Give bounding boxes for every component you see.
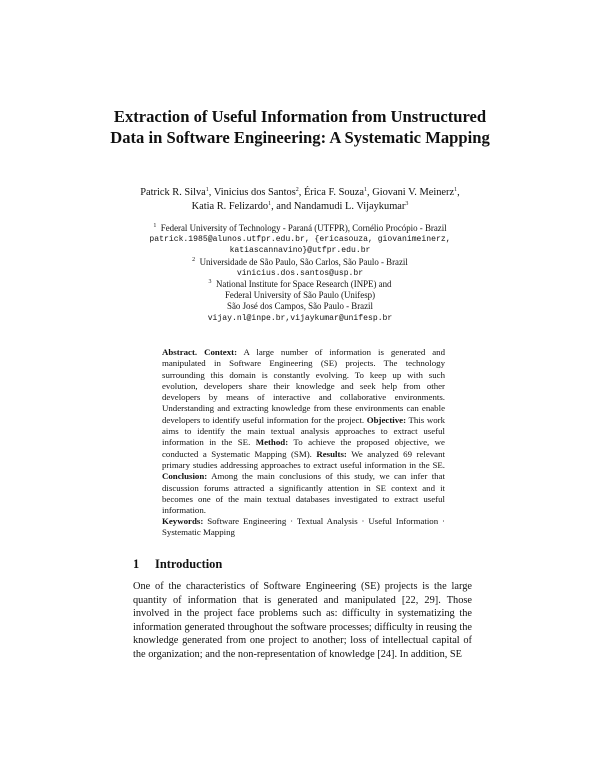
affiliation-number: 3	[208, 279, 212, 286]
affiliation-marker: 3	[405, 201, 409, 207]
section-heading	[133, 557, 473, 572]
paper-title: Extraction of Useful Information from Unstructured Data in Software Engineering: A Systematic Mapping	[110, 107, 490, 147]
abstract	[162, 347, 445, 516]
method-label: Method:	[255, 437, 289, 448]
results-text: We analyzed 69 relevant primary studies addressing approaches to extract useful information in the SE.	[162, 448, 445, 470]
section-title: Introduction	[155, 557, 223, 571]
affiliation-email: vinicius.dos.santos@usp.br	[236, 268, 364, 278]
objective-label: Objective:	[366, 414, 407, 425]
section-number: 1	[133, 557, 140, 571]
author-conjunction: and	[276, 201, 292, 212]
objective-text: This work aims to identify the main textual analysis approaches to extract useful information in the SE.	[162, 414, 445, 448]
affiliation-marker: 1	[268, 201, 272, 207]
conclusion-text: Among the main conclusions of this study, we can infer that discussion forums attracted a significantly attention in SE context and it becomes one of the main textual databases investigated to extract useful information.	[162, 471, 445, 516]
affiliation-marker: 1	[364, 187, 368, 193]
affiliation-email: vijay.nl@inpe.br,vijaykumar@unifesp.br	[207, 313, 393, 323]
affiliation-2	[120, 257, 480, 268]
affiliation-1	[120, 223, 480, 234]
affiliation-marker: 1	[454, 187, 458, 193]
affiliation-name: Universidade de São Paulo, São Carlos, São Paulo - Brazil	[199, 256, 408, 267]
affiliation-name: Federal University of Technology - Paraná (UTFPR), Cornélio Procópio - Brazil	[160, 223, 447, 233]
author-name: Nandamudi L. Vijaykumar	[293, 201, 406, 212]
affiliation-3	[120, 279, 480, 290]
keywords-label: Keywords:	[162, 516, 204, 526]
conclusion-label: Conclusion:	[162, 471, 208, 482]
abstract-label: Abstract.	[162, 347, 198, 357]
affiliation-name: National Institute for Space Research (INPE) and	[215, 279, 392, 290]
context-text: A large number of information is generated and manipulated in Software Engineering (SE) projects. The technology surrounding this domain is constantly evolving. To keep up with such evolution, developers share their knowledge and seek help from other developers by means of interactive and collaborative environments. Understanding and extracting knowledge from these environments can enable developers to identify useful information for the project.	[162, 347, 445, 425]
affiliation-list	[120, 223, 480, 324]
author-name: Giovani V. Meinerz	[372, 187, 455, 198]
keywords-text: Software Engineering · Textual Analysis · Useful Information · Systematic Mapping	[162, 516, 445, 538]
author-name: Érica F. Souza	[303, 187, 365, 198]
affiliation-number: 1	[153, 223, 157, 229]
affiliation-marker: 1	[205, 187, 209, 193]
introduction-paragraph: One of the characteristics of Software Engineering (SE) projects is the large quantity of information that is generated and manipulated [22, 29]. Those involved in the project face problems such as: difficulty in systematizing the information generated throughout the software processes; difficulty in reusing the knowledge generated from one project to another; loss of intellectual capital of the organization; and the non-representation of knowledge [24]. In addition, SE	[133, 581, 472, 660]
results-label: Results:	[316, 448, 347, 459]
author-name: Vinicius dos Santos	[213, 187, 296, 198]
author-list: Patrick R. Silva$^1$, Vinicius dos Santos$^2$, Érica F. Souza$^1$, Giovani V. Meinerz$^1$, Katia R. Felizardo$^1$, and Nandamudi L. Vijaykumar$^3$	[140, 187, 460, 212]
affiliation-name-line: Federal University of São Paulo (Unifesp)	[224, 290, 376, 301]
method-text: To achieve the proposed objective, we conducted a Systematic Mapping (SM).	[162, 437, 445, 459]
affiliation-name-line: São José dos Campos, São Paulo - Brazil	[227, 301, 373, 312]
affiliation-marker: 2	[295, 187, 299, 193]
author-name: Patrick R. Silva	[140, 187, 206, 198]
affiliation-number: 2	[192, 256, 196, 263]
keywords	[162, 516, 445, 539]
author-name: Katia R. Felizardo	[191, 201, 269, 212]
context-label: Context:	[204, 347, 238, 357]
affiliation-email: patrick.1985@alunos.utfpr.edu.br, {ericasouza, giovanimeinerz, katiascannavino}@utfpr.edu.br	[149, 235, 451, 256]
